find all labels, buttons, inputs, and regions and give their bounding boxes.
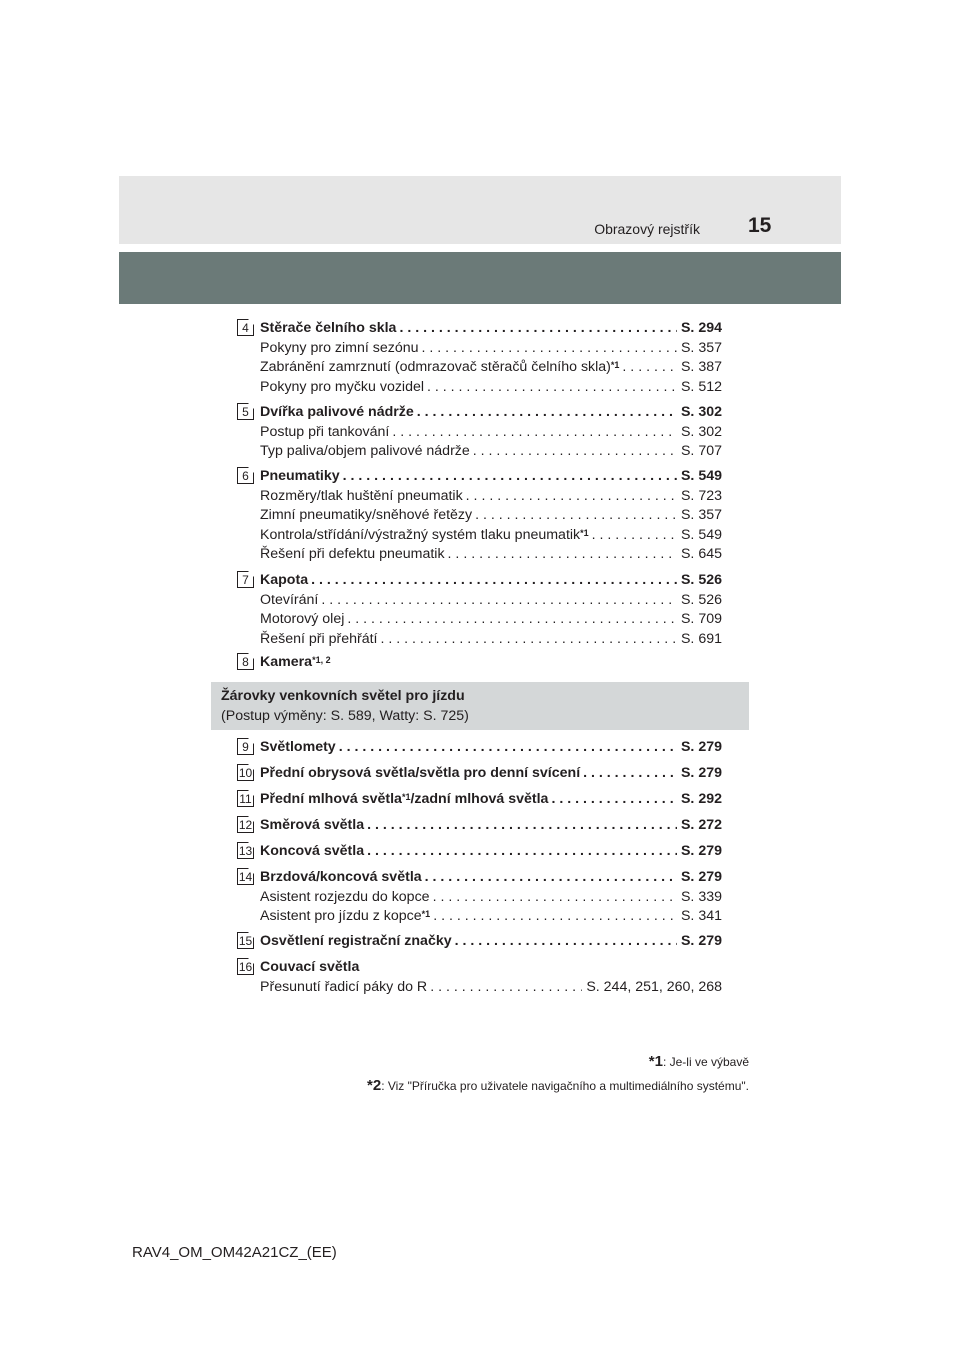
leader-dots xyxy=(414,402,677,422)
header-band xyxy=(119,176,841,244)
footnote-text: : Je-li ve výbavě xyxy=(662,1055,749,1069)
index-entry xyxy=(260,486,722,506)
callout-number: 9 xyxy=(237,738,254,755)
leader-dots xyxy=(422,867,677,887)
leader-dots xyxy=(424,377,677,397)
index-entry xyxy=(260,815,722,835)
leader-dots xyxy=(308,570,677,590)
leader-dots xyxy=(430,887,677,907)
page-reference[interactable]: S. 723 xyxy=(680,487,722,504)
entry-label: Přesunutí řadicí páky do R xyxy=(260,978,428,995)
callout-number: 14 xyxy=(238,870,253,884)
page-reference[interactable]: S. 279 xyxy=(680,765,722,781)
callout-number: 12 xyxy=(238,818,253,832)
page-reference[interactable]: S. 691 xyxy=(680,630,722,647)
index-entry xyxy=(260,906,722,926)
entry-label: Postup při tankování xyxy=(260,423,390,440)
footnote-ref: *1 xyxy=(401,792,411,802)
callout-number: 8 xyxy=(237,653,254,670)
index-entry xyxy=(260,652,722,672)
entry-label: Kontrola/střídání/výstražný systém tlaku pneumatik$^{*1}$ xyxy=(260,526,589,543)
entry-label: Asistent pro jízdu z kopce$^{*1}$ xyxy=(260,908,431,924)
page-number: 15 xyxy=(748,214,772,237)
leader-dots xyxy=(344,609,677,629)
index-entry xyxy=(260,977,722,997)
leader-dots xyxy=(463,486,677,506)
page-reference[interactable]: S. 357 xyxy=(680,507,722,523)
index-entry xyxy=(260,841,722,861)
entry-label: Pneumatiky xyxy=(260,468,340,484)
index-entry xyxy=(260,570,722,590)
entry-label: Kapota xyxy=(260,572,309,588)
page-reference[interactable]: S. 302 xyxy=(680,423,722,440)
leader-dots xyxy=(452,931,677,951)
entry-label: Motorový olej xyxy=(260,611,345,627)
leader-dots xyxy=(619,357,677,377)
entry-label: Kamera$^{*1, 2}$ xyxy=(260,654,331,670)
bulb-section-title: Žárovky venkovních světel pro jízdu xyxy=(221,688,465,704)
entry-label: Řešení při přehřátí xyxy=(260,630,378,647)
bulb-section-subtitle: (Postup výměny: S. 589, Watty: S. 725) xyxy=(221,708,469,724)
document-code: RAV4_OM_OM42A21CZ_(EE) xyxy=(132,1244,337,1261)
index-entry xyxy=(260,338,722,358)
leader-dots xyxy=(419,338,677,358)
leader-dots xyxy=(472,505,677,525)
footnote-1 xyxy=(649,1053,749,1070)
callout-number: 7 xyxy=(237,571,254,588)
page-reference[interactable]: S. 339 xyxy=(680,888,722,905)
page-reference[interactable]: S. 279 xyxy=(680,843,722,859)
page-reference[interactable]: S. 357 xyxy=(680,339,722,356)
illustration-bar xyxy=(119,252,841,304)
entry-label: Rozměry/tlak huštění pneumatik xyxy=(260,487,463,504)
page-reference[interactable]: S. 387 xyxy=(680,359,722,375)
leader-dots xyxy=(589,525,677,545)
leader-dots xyxy=(389,422,677,442)
index-entry xyxy=(260,957,722,977)
footnote-ref: *1 xyxy=(580,527,589,538)
entry-label: Otevírání xyxy=(260,591,319,608)
entry-label: Koncová světla xyxy=(260,843,365,859)
page-reference[interactable]: S. 512 xyxy=(680,378,722,395)
leader-dots xyxy=(364,815,677,835)
leader-dots xyxy=(318,590,677,610)
page-reference[interactable]: S. 279 xyxy=(680,739,722,755)
leader-dots xyxy=(336,737,677,757)
index-entry xyxy=(260,525,722,545)
footnote-mark: *2 xyxy=(367,1077,382,1094)
index-entry xyxy=(260,737,722,757)
index-entry xyxy=(260,422,722,442)
entry-label: Směrová světla xyxy=(260,817,365,833)
page-reference[interactable]: S. 645 xyxy=(680,546,722,562)
bulb-section-box xyxy=(211,682,749,730)
leader-dots xyxy=(445,544,677,564)
page-reference[interactable]: S. 549 xyxy=(680,468,722,484)
index-entry xyxy=(260,789,722,809)
callout-number: 6 xyxy=(237,467,254,484)
entry-label: Pokyny pro zimní sezónu xyxy=(260,339,419,356)
page-reference[interactable]: S. 292 xyxy=(680,791,722,807)
index-entry xyxy=(260,441,722,461)
footnote-text: : Viz "Příručka pro uživatele navigačního a multimediálního systému". xyxy=(381,1079,749,1093)
entry-label: Přední mlhová světla$^{*1}$/zadní mlhová světla xyxy=(260,791,549,807)
callout-number: 15 xyxy=(238,934,253,948)
callout-number: 13 xyxy=(238,844,253,858)
leader-dots xyxy=(427,977,582,997)
footnote-2 xyxy=(367,1077,749,1094)
entry-label: Světlomety xyxy=(260,739,336,755)
index-entry xyxy=(260,887,722,907)
page-reference[interactable]: S. 272 xyxy=(680,817,722,833)
index-entry xyxy=(260,629,722,649)
footnote-mark: *1 xyxy=(648,1053,663,1070)
index-entry xyxy=(260,505,722,525)
entry-label: Asistent rozjezdu do kopce xyxy=(260,888,430,905)
page-reference[interactable]: S. 302 xyxy=(680,404,722,420)
page-reference[interactable]: S. 549 xyxy=(680,526,722,543)
entry-label: Zimní pneumatiky/sněhové řetězy xyxy=(260,507,473,523)
leader-dots xyxy=(364,841,677,861)
page-reference[interactable]: S. 709 xyxy=(680,611,722,627)
leader-dots xyxy=(378,629,677,649)
index-entry xyxy=(260,377,722,397)
page-reference[interactable]: S. 279 xyxy=(680,869,722,885)
section-title: Obrazový rejstřík xyxy=(594,221,700,237)
entry-label: Zabránění zamrznutí (odmrazovač stěračů čelního skla)$^{*1}$ xyxy=(260,359,620,375)
entry-label: Typ paliva/objem palivové nádrže xyxy=(260,443,470,459)
leader-dots xyxy=(580,763,677,783)
index-entry xyxy=(260,318,722,338)
page-reference[interactable]: S. 294 xyxy=(680,320,722,336)
entry-label: Brzdová/koncová světla xyxy=(260,869,422,885)
callout-number: 5 xyxy=(237,403,254,420)
page-reference[interactable]: S. 526 xyxy=(680,572,722,588)
entry-label: Přední obrysová světla/světla pro denní svícení xyxy=(260,765,581,781)
page-reference[interactable]: S. 244, 251, 260, 268 xyxy=(586,978,722,995)
leader-dots xyxy=(470,441,677,461)
leader-dots xyxy=(340,466,677,486)
entry-label: Couvací světla xyxy=(260,959,360,975)
entry-label: Pokyny pro myčku vozidel xyxy=(260,378,425,395)
callout-number: 16 xyxy=(238,960,253,974)
leader-dots xyxy=(548,789,677,809)
footnote-ref: *1 xyxy=(421,909,431,919)
leader-dots xyxy=(430,906,677,926)
entry-label: Osvětlení registrační značky xyxy=(260,933,452,949)
index-entry xyxy=(260,402,722,422)
index-entry xyxy=(260,609,722,629)
callout-number: 11 xyxy=(237,790,254,807)
page-reference[interactable]: S. 279 xyxy=(680,933,722,949)
callout-number: 10 xyxy=(238,766,253,780)
leader-dots xyxy=(396,318,677,338)
index-entry xyxy=(260,763,722,783)
index-entry xyxy=(260,590,722,610)
page-reference[interactable]: S. 707 xyxy=(680,443,722,459)
index-entry xyxy=(260,544,722,564)
index-entry xyxy=(260,867,722,887)
entry-label: Stěrače čelního skla xyxy=(260,320,397,336)
entry-label: Řešení při defektu pneumatik xyxy=(260,546,445,562)
page-reference[interactable]: S. 526 xyxy=(680,591,722,608)
entry-label: Dvířka palivové nádrže xyxy=(260,404,414,420)
page-reference[interactable]: S. 341 xyxy=(680,908,722,924)
index-entry xyxy=(260,931,722,951)
index-entry xyxy=(260,357,722,377)
footnote-ref: *1, 2 xyxy=(312,655,331,665)
index-entry xyxy=(260,466,722,486)
callout-number: 4 xyxy=(237,319,254,336)
footnote-ref: *1 xyxy=(610,360,620,370)
